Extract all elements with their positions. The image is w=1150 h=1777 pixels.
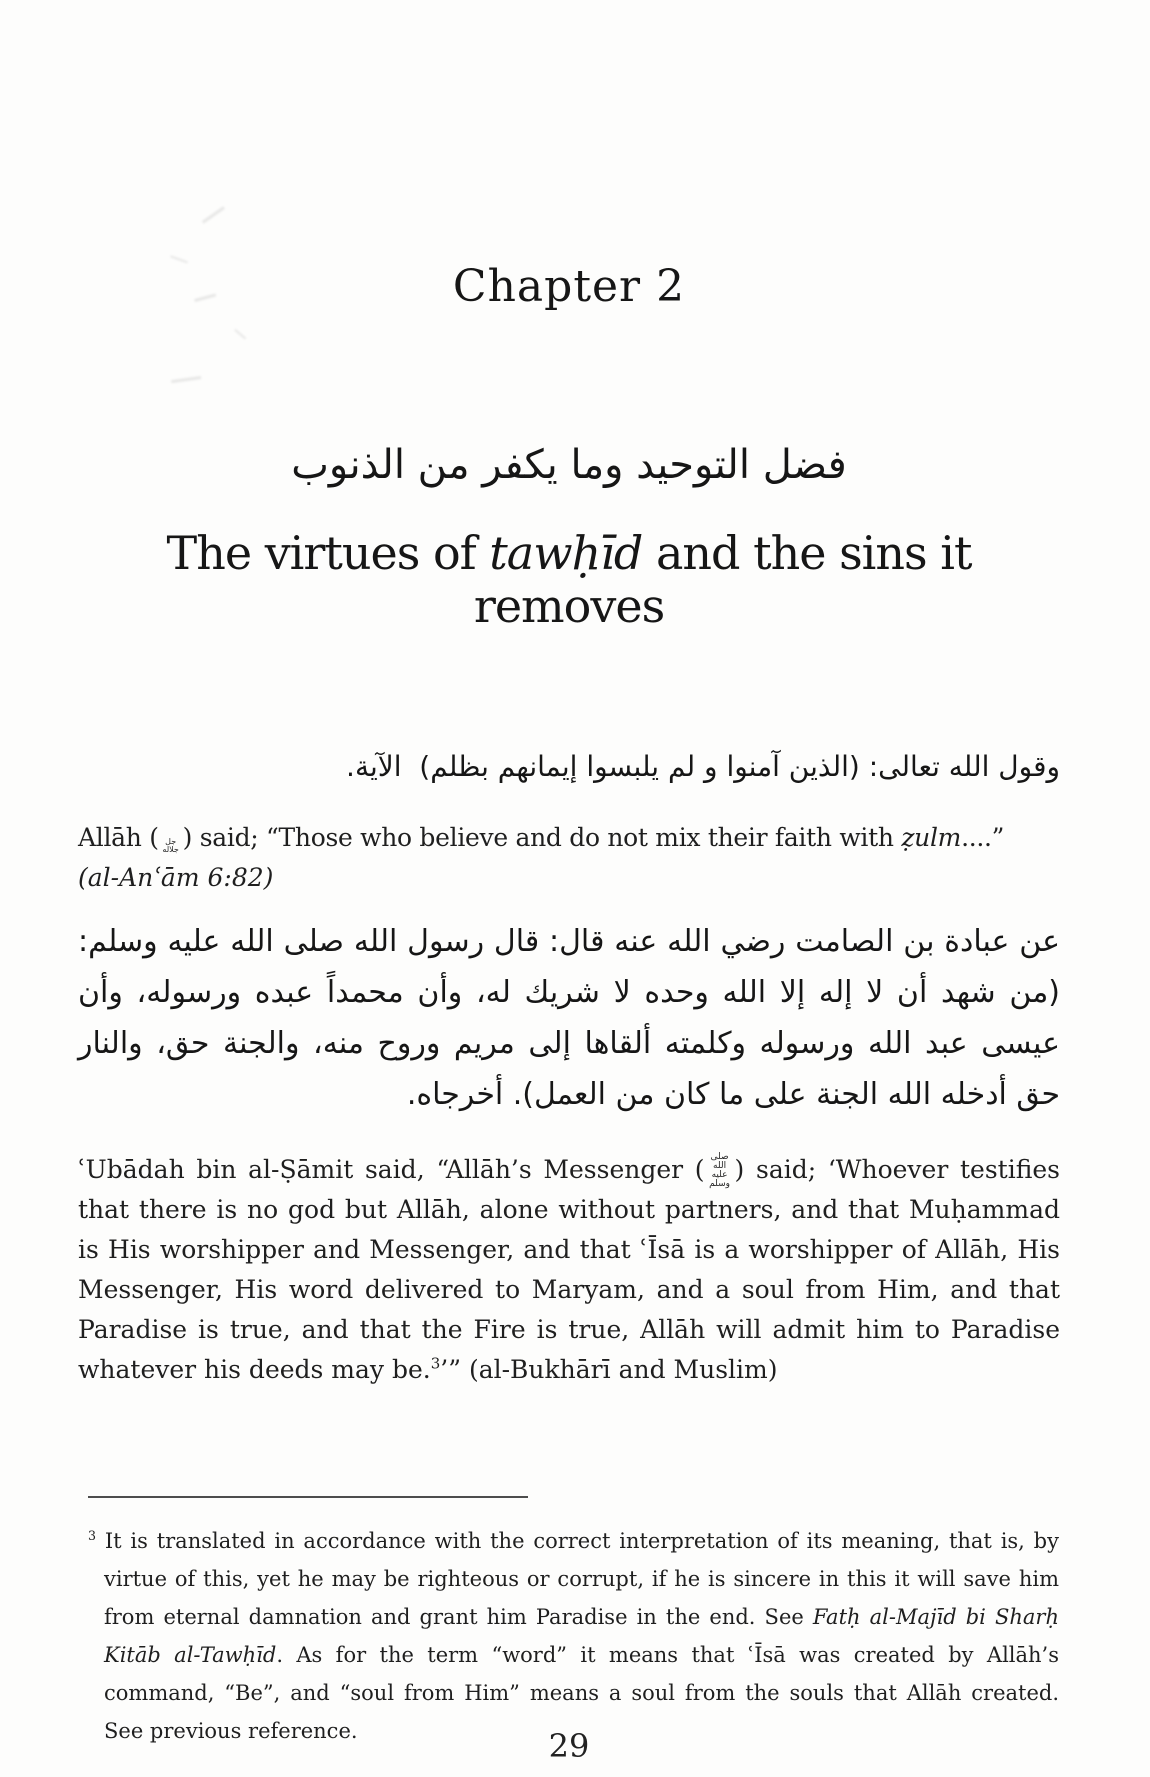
verse-reference: (al-Anʿām 6:82) — [78, 862, 274, 892]
arabic-chapter-title: فضل التوحيد وما يكفر من الذنوب — [291, 442, 847, 488]
hadith-translation — [78, 1150, 1060, 1390]
hadith-text: ʿUbādah bin al-Ṣāmit said, “Allāh’s Messenger ( — [78, 1154, 705, 1184]
verse-text: ) said; “Those who believe and do not mix their faith with — [182, 822, 902, 852]
footnote-text: It is translated in accordance with the correct interpretation of its meaning, that is, by virtue of this, yet he may be righteous or corrupt, if he is sincere in this it will save him from eternal damnation and grant him Paradise in the end. See — [96, 1528, 1059, 1629]
title-text: The virtues of — [166, 526, 490, 580]
verse-translation — [78, 818, 1060, 898]
title-text: and the sins it removes — [473, 526, 972, 633]
tawhid-italic-term: tawḥīd — [489, 526, 643, 580]
zulm-italic-term: ẓulm — [901, 822, 962, 852]
footnote-marker: 3 — [88, 1527, 97, 1543]
footnote-text: . As for the term “word” it means that ʿĪsā was created by Allāh’s command, “Be”, and “soul from Him” means a soul from the souls that Allāh created. See previous reference. — [104, 1642, 1059, 1743]
hadith-arabic: عن عبادة بن الصامت رضي الله عنه قال: قال رسول الله صلى الله عليه وسلم: (من شهد أن لا إله إلا الله وحده لا شريك له، وأن محمداً عبده ورسوله، وأن عيسى عبد الله ورسوله وكلمته ألقاها إلى مريم وروح منه، والجنة حق، والنار حق أدخله الله الجنة على ما كان من العمل). أخرجاه. — [78, 923, 1060, 1112]
page-number: 29 — [548, 1727, 590, 1765]
footnote — [88, 1522, 1059, 1750]
verse-translation-line — [78, 823, 1004, 852]
allah-honorific-icon: جل جلاله — [162, 836, 179, 854]
chapter-heading: Chapter 2 — [452, 261, 686, 312]
hadith-text: ’” (al-Bukhārī and Muslim) — [440, 1354, 778, 1384]
footnote-reference: 3 — [430, 1354, 441, 1373]
english-chapter-title — [78, 527, 1060, 633]
book-title-italic: Fatḥ al-Majīd bi Sharḥ Kitāb al-Tawḥīd — [104, 1604, 1059, 1667]
verse-text: ....” — [961, 822, 1005, 852]
text-block — [78, 0, 1060, 1750]
hadith-text: ) said; ‘Whoever testifies that there is no god but Allāh, alone without partners, and that Muḥammad is His worshipper and Messenger, and that ʿĪsā is a worshipper of Allāh, His Messenger, His word delivered to Maryam, and a soul from Him, and that Paradise is true, and that the Fire is true, Allāh will admit him to Paradise whatever his deeds may be. — [78, 1154, 1060, 1384]
prophet-honorific-icon: صلى الله عليه وسلم — [709, 1151, 730, 1189]
verse-text: Allāh ( — [78, 822, 159, 852]
footnote-separator-rule — [88, 1496, 528, 1498]
quran-verse-arabic: وقول الله تعالى: (الذين آمنوا و لم يلبسوا إيمانهم بظلم) الآية. — [346, 749, 1060, 783]
